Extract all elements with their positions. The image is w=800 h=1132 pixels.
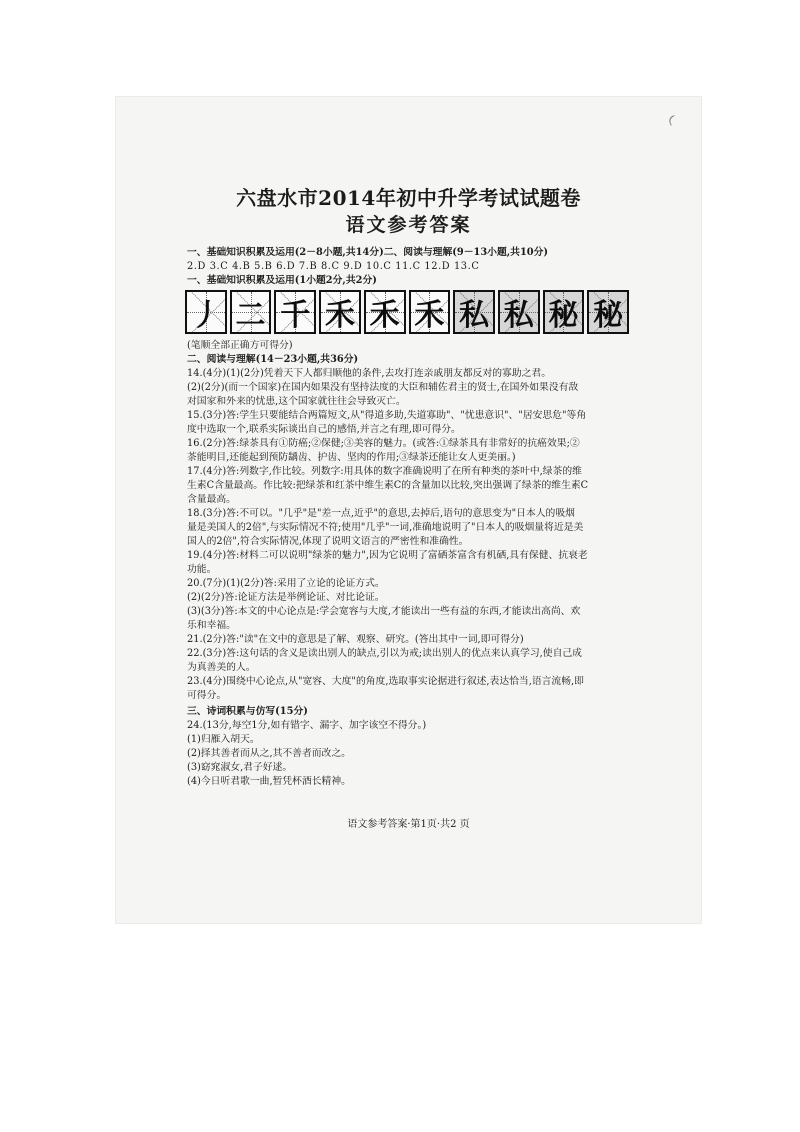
answer-line: 19.(4分)答:材料二可以说明"绿茶的魅力",因为它说明了富硒茶富含有机硒,具有保健、抗衰老 [187, 550, 588, 561]
answer-line: (2)择其善者而从之,其不善者而改之。 [187, 748, 351, 759]
stroke-glyph: 二 [235, 298, 266, 333]
answer-line: 生素C含量最高。作比较:把绿茶和红茶中维生素C的含量加以比较,突出强调了绿茶的维生素C [187, 480, 589, 491]
scanned-answer-sheet [115, 96, 702, 924]
stroke-cell [498, 290, 540, 334]
answer-line: 国人的2倍",符合实际情况,体现了说明文语言的严密性和准确性。 [187, 536, 469, 547]
page-footer: 语文参考答案·第1页·共2 页 [347, 819, 470, 830]
answer-line: (2)(2分)答:论证方法是举例论证、对比论证。 [187, 592, 385, 603]
stroke-glyph: 丿 [190, 298, 221, 333]
answer-line: 乐和幸福。 [187, 620, 236, 631]
document-title: 六盘水市2014年初中升学考试试题卷 [236, 186, 581, 210]
stroke-cell [453, 290, 495, 334]
answer-line: 可得分。 [187, 690, 227, 701]
stroke-cell [543, 290, 585, 334]
stroke-glyph: 禾 [324, 298, 355, 333]
answer-line: 15.(3分)答:学生只要能结合两篇短文,从"得道多助,失道寡助"、"忧患意识"、"居安思危"等角 [187, 410, 587, 421]
stroke-cell [185, 290, 227, 334]
answer-line: 功能。 [187, 564, 217, 575]
section-header: 一、基础知识积累及运用(1小题2分,共2分) [187, 275, 377, 286]
answer-line: 对国家和外来的忧患,这个国家就往往会导致灭亡。 [187, 396, 406, 407]
answer-line: 21.(2分)答:"读"在文中的意思是了解、观察、研究。(答出其中一词,即可得分) [187, 634, 524, 645]
stroke-glyph: 秘 [548, 298, 579, 333]
answer-line: 含量最高。 [187, 494, 236, 505]
answer-line: 24.(13分,每空1分,如有错字、漏字、加字该空不得分。) [187, 720, 427, 731]
stroke-note: (笔顺全部正确方可得分) [187, 340, 293, 351]
answer-line: (3)窈窕淑女,君子好逑。 [187, 762, 293, 773]
answer-line: 18.(3分)答:不可以。"几乎"是"差一点,近乎"的意思,去掉后,语句的意思变为"日本人的吸烟 [187, 508, 575, 519]
answer-line: 23.(4分)围绕中心论点,从"宽容、大度"的角度,选取事实论据进行叙述,表达恰当,语言流畅,即 [187, 676, 584, 687]
stroke-cell [587, 290, 629, 334]
stroke-glyph: 千 [280, 298, 311, 333]
answer-line: (1)归雁入胡天。 [187, 734, 260, 745]
document-subtitle: 语文参考答案 [345, 214, 472, 236]
answer-line: 茶能明目,还能起到预防龋齿、护齿、坚肉的作用;③绿茶还能让女人更美丽。) [187, 452, 516, 463]
stroke-glyph: 秘 [593, 298, 624, 333]
stroke-cell [364, 290, 406, 334]
answer-line: (3)(3分)答:本文的中心论点是:学会宽容与大度,才能读出一些有益的东西,才能读出高尚、欢 [187, 606, 581, 617]
stroke-glyph: 禾 [369, 298, 400, 333]
answer-line: (2)(2分)(而一个国家)在国内如果没有坚持法度的大臣和辅佐君主的贤士,在国外如果没有敌 [187, 382, 579, 393]
answer-line: (4)今日听君歌一曲,暂凭杯酒长精神。 [187, 776, 351, 787]
answer-line: 16.(2分)答:绿茶具有①防癌;②保健;③美容的魅力。(或答:①绿茶具有非常好的抗癌效果;② [187, 438, 580, 449]
stroke-order-grid [185, 290, 629, 334]
answer-line: 20.(7分)(1)(2分)答:采用了立论的论证方式。 [187, 578, 385, 589]
answer-line: 17.(4分)答:列数字,作比较。列数字:用具体的数字准确说明了在所有种类的茶叶中,绿茶的维 [187, 466, 582, 477]
multiple-choice-answers: 2.D 3.C 4.B 5.B 6.D 7.B 8.C 9.D 10.C 11.C 12.D 13.C [187, 261, 480, 272]
answer-line: 为真善美的人。 [187, 662, 256, 673]
section-header: 三、诗词积累与仿写(15分) [187, 706, 308, 717]
stroke-cell [274, 290, 316, 334]
answer-line: 量是美国人的2倍",与实际情况不符;使用"几乎"一词,准确地说明了"日本人的吸烟量将近是美 [187, 522, 584, 533]
answer-line: 14.(4分)(1)(2分)凭着天下人都归顺他的条件,去攻打连亲戚朋友都反对的寡助之君。 [187, 368, 552, 379]
answer-line: 度中选取一个,联系实际谈出自己的感悟,并言之有理,即可得分。 [187, 424, 461, 435]
answer-line: 22.(3分)答:这句话的含义是读出别人的缺点,引以为戒;读出别人的优点来认真学习,使自己成 [187, 648, 582, 659]
section-header: 二、阅读与理解(14－23小题,共36分) [187, 354, 359, 365]
stroke-glyph: 私 [459, 298, 490, 333]
stroke-cell [409, 290, 451, 334]
stroke-cell [230, 290, 272, 334]
stroke-cell [319, 290, 361, 334]
section-header: 一、基础知识积累及运用(2－8小题,共14分)二、阅读与理解(9－13小题,共10分) [187, 247, 549, 258]
scan-speck [668, 115, 678, 126]
stroke-glyph: 私 [503, 298, 534, 333]
stroke-glyph: 禾 [414, 298, 445, 333]
